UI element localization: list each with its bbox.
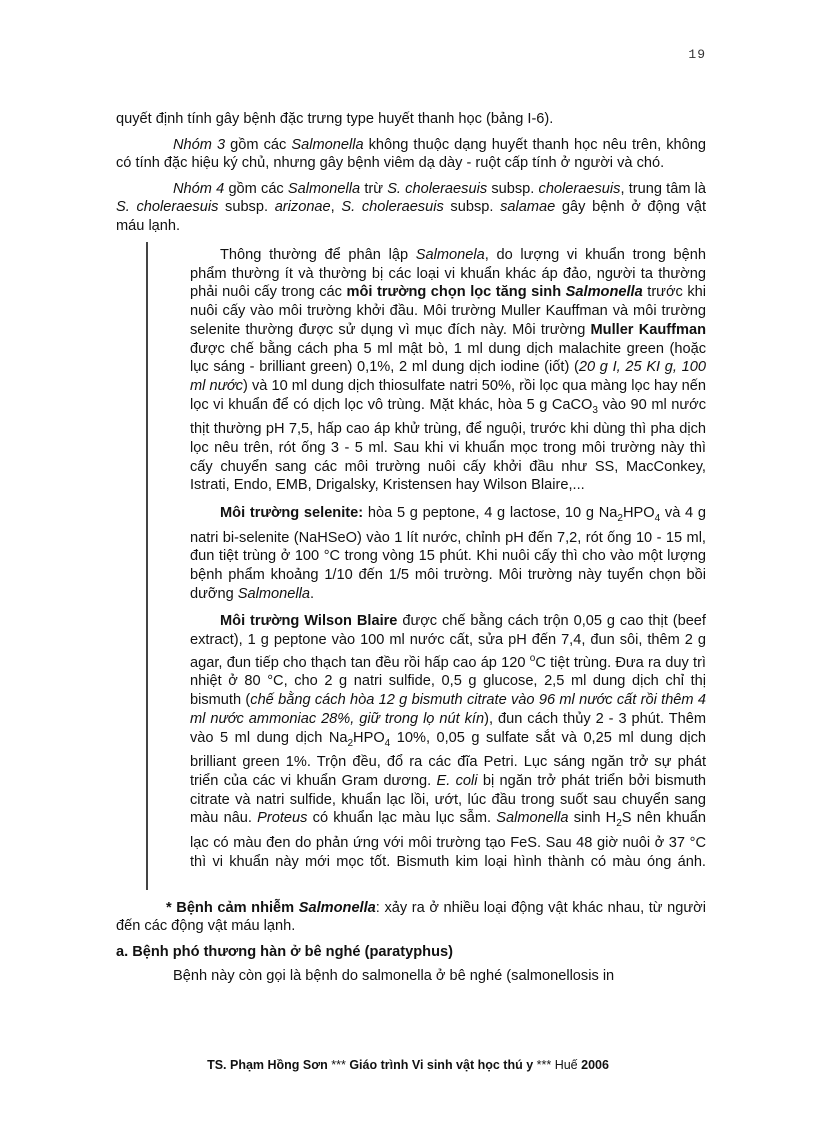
paragraph-nhom-4: Nhóm 4 gồm các Salmonella trừ S. choleraesuis subsp. choleraesuis, trung tâm là S. choleraesuis subsp. arizonae, S. choleraesuis subsp. salamae gây bệnh ở động vật máu lạnh. — [116, 180, 707, 234]
section-heading-paratyphus: a. Bệnh phó thương hàn ở bê nghé (paratyphus) — [116, 943, 453, 960]
paragraph-nhom-3: Nhóm 3 gồm các Salmonella không thuộc dạng huyết thanh học nêu trên, không có tính đặc hiệu ký chủ, nhưng gây bệnh viêm dạ dày - ruột cấp tính ở người và chó. — [116, 136, 707, 171]
main-content — [116, 110, 706, 993]
box-paragraph-wilson-blaire: Môi trường Wilson Blaire được chế bằng cách trộn 0,05 g cao thịt (beef extract), 1 g peptone vào 100 ml nước cất, sửa pH đến 7,4, đun sôi, thêm 2 g agar, đun tiếp cho thạch tan đều rồi hấp cao áp 120 $^o$C tiệt trùng. Đưa ra duy trì nhiệt ở 80 °C, cho 2 g natri sulfide, 0,5 g glucose, 2,5 ml dung dịch chỉ thị bismuth (chế bằng cách hòa 12 g bismuth citrate vào 96 ml nước cất rồi thêm 4 ml nước ammoniac 28%, giữ trong lọ nút kín), đun cách thủy 2 - 3 phút. Thêm vào 5 ml dung dịch $Na_2HPO_4$ 10%, 0,05 g sulfate sắt và 0,25 ml dung dịch brilliant green 1%. Trộn đều, đổ ra các đĩa Petri. Lục sáng ngăn trở sự phát triển của các vi khuẩn Gram dương. E. coli bị ngăn trở phát triển bởi bismuth citrate và natri sulfide, khuẩn lạc lồi, ướt, lúc đầu trong suốt sau chuyển sang màu nâu. Proteus có khuẩn lạc màu lục sẫm. Salmonella $\sinh H_2S$ nên khuẩn lạc có màu đen do phản ứng với môi trường tạo FeS. Sau 48 giờ nuôi ở 37 °C thì vi khuẩn này mới mọc tốt. Bismuth kim loại hình thành có màu óng ánh. — [190, 613, 707, 870]
box-paragraph-selenite: Môi trường selenite: hòa 5 g peptone, 4 g lactose, 10 g $Na_2HPO_4$ và 4 g natri bi-selenite (NaHSeO) vào 1 lít nước, chỉnh pH đến 7,2, rót ống 10 - 15 ml, đun tiệt trùng ở 100 °C trong vòng 15 phút. Khi nuôi cấy thì cho vào một lượng bệnh phẩm khoảng 1/10 đến 1/5 môi trường. Môi trường này tuyển chọn bồi dưỡng Salmonella. — [190, 505, 707, 602]
sidebar-box-culture-media — [146, 242, 706, 890]
page-footer: TS. Phạm Hồng Sơn *** Giáo trình Vi sinh vật học thú y *** Huế 2006 — [207, 1058, 609, 1072]
page-number: 19 — [688, 47, 706, 62]
paragraph-5: Bệnh này còn gọi là bệnh do salmonella ở bê nghé (salmonellosis in — [173, 968, 615, 985]
box-paragraph-enrichment: Thông thường để phân lập Salmonela, do lượng vi khuẩn trong bệnh phẩm thường ít và thường bị các loại vi khuẩn khác áp đảo, người ta thường phải nuôi cấy trong các môi trường chọn lọc tăng sinh Salmonella trước khi nuôi cấy vào môi trường khởi đầu. Môi trường Muller Kauffman và môi trường selenite thường được sử dụng vì mục đích này. Môi trường Muller Kauffman được chế bằng cách pha 5 ml mật bò, 1 ml dung dịch malachite green (hoặc lục sáng - brilliant green) 0,1%, 2 ml dung dịch iodine (iốt) (20 g I, 25 KI g, 100 ml nước) và 10 ml dung dịch thiosulfate natri 50%, rồi lọc qua màng lọc hay nến lọc vi khuẩn để có dịch lọc vô trùng. Mặt khác, hòa 5 g CaCO$_3$ vào 90 ml nước thịt thường pH 7,5, hấp cao áp khử trùng, để nguội, trước khi dùng thì pha dịch lọc nêu trên, rót ống 3 - 5 ml. Sau khi vi khuẩn mọc trong môi trường này thì cấy chuyển sang các môi trường nuôi cấy khởi đầu như SS, MacConkey, Istrati, Endo, EMB, Drigalsky, Kristensen hay Wilson Blaire,... — [190, 247, 707, 494]
paragraph-1: quyết định tính gây bệnh đặc trưng type huyết thanh học (bảng I-6). — [116, 111, 554, 127]
paragraph-cam-nhiem: * Bệnh cảm nhiễm Salmonella: xảy ra ở nhiều loại động vật khác nhau, từ người đến các động vật máu lạnh. — [116, 899, 706, 935]
